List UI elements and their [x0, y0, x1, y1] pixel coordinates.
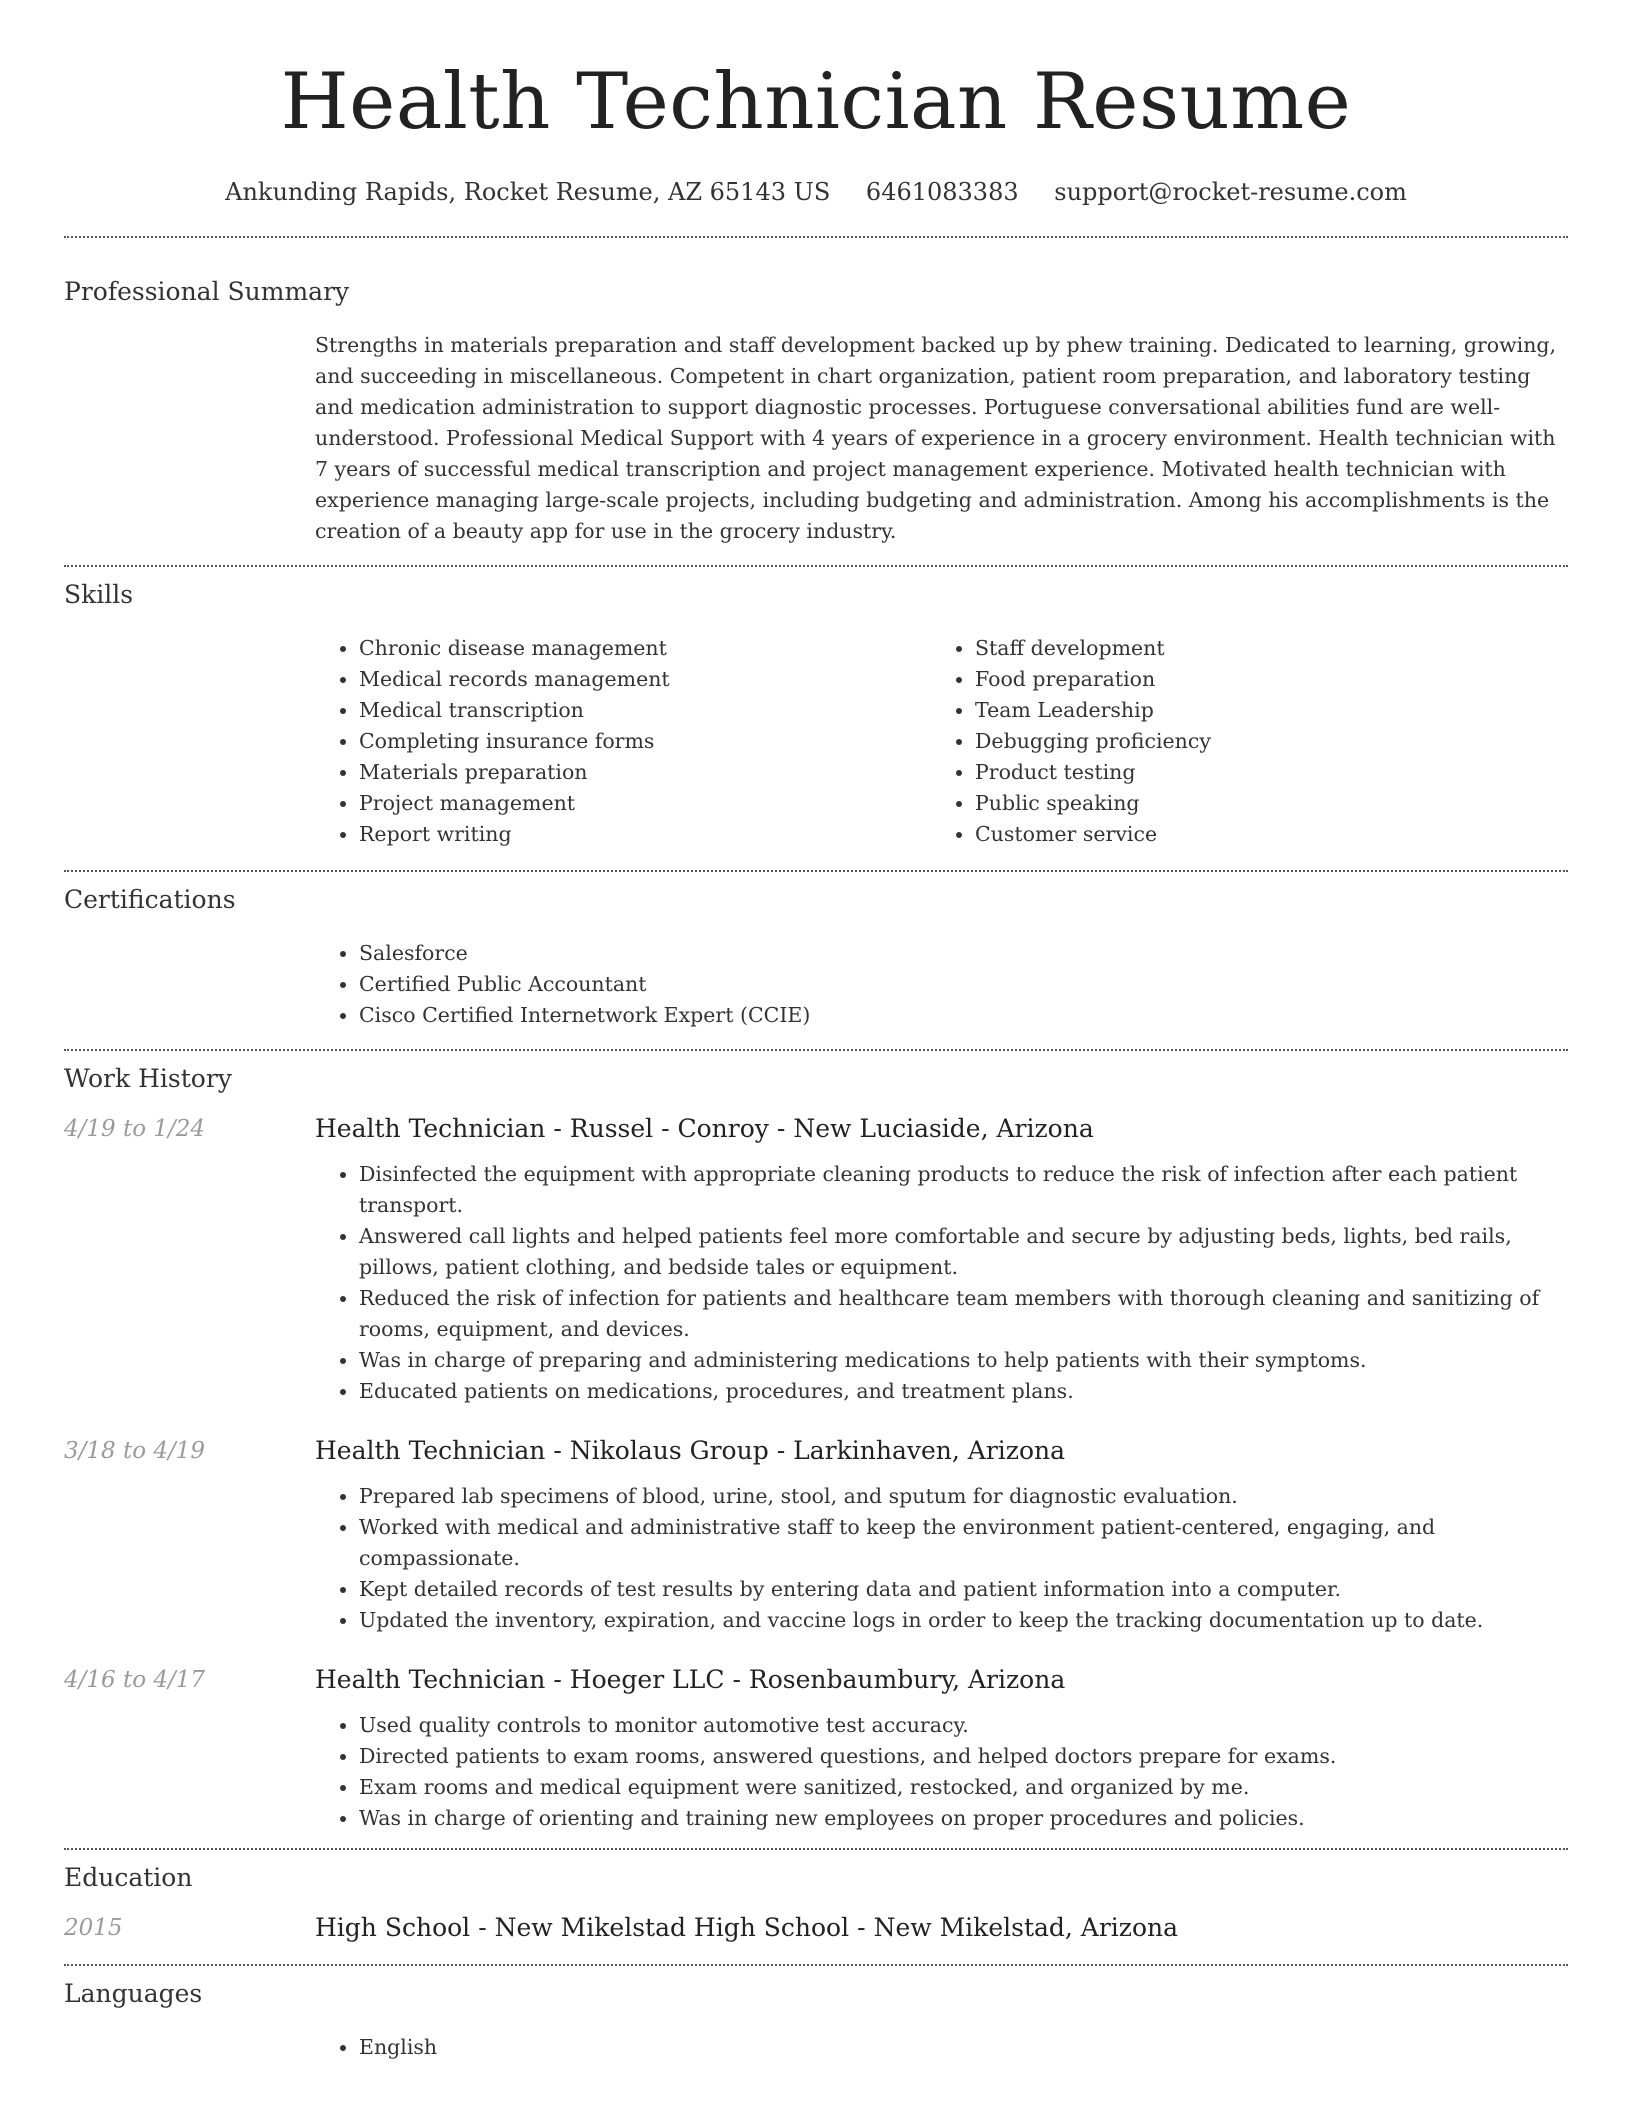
- job-title: [315, 1433, 1568, 1469]
- job-entry: [64, 1662, 1568, 1834]
- list-item: • Debugging proficiency: [975, 726, 1568, 757]
- job-company: Russel - Conroy: [569, 1114, 769, 1143]
- contact-phone: 6461083383: [865, 178, 1019, 206]
- skills-list-left: [315, 633, 931, 850]
- education-entry: [64, 1910, 1568, 1964]
- list-item: • Medical records management: [359, 664, 931, 695]
- contact-address: Ankunding Rapids, Rocket Resume, AZ 65143 US: [225, 178, 831, 206]
- job-dates: 4/19 to 1/24: [64, 1116, 206, 1142]
- skills-heading: Skills: [64, 580, 134, 609]
- languages-heading: Languages: [64, 1979, 203, 2008]
- list-item: • Product testing: [975, 757, 1568, 788]
- list-item: • Certified Public Accountant: [359, 969, 1568, 1000]
- list-item: • Directed patients to exam rooms, answered questions, and helped doctors prepare for exams.: [359, 1741, 1568, 1772]
- list-item: • Answered call lights and helped patients feel more comfortable and secure by adjusting beds, lights, bed rails, pillows, patient clothing, and bedside tales or equipment.: [359, 1221, 1568, 1283]
- education-school: New Mikelstad High School: [494, 1913, 850, 1942]
- list-item: • Public speaking: [975, 788, 1568, 819]
- skills-section: [64, 567, 1568, 870]
- skills-list-right: [931, 633, 1568, 850]
- education-title: [315, 1910, 1568, 1946]
- list-item: • Was in charge of preparing and administering medications to help patients with their symptoms.: [359, 1345, 1568, 1376]
- list-item: • Updated the inventory, expiration, and vaccine logs in order to keep the tracking documentation up to date.: [359, 1605, 1568, 1636]
- job-title: [315, 1662, 1568, 1698]
- list-item: • Staff development: [975, 633, 1568, 664]
- list-item: • Reduced the risk of infection for patients and healthcare team members with thorough cleaning and sanitizing of rooms, equipment, and devices.: [359, 1283, 1568, 1345]
- work-history-heading: Work History: [64, 1064, 232, 1093]
- job-bullets: [315, 1159, 1568, 1407]
- education-degree: High School: [315, 1913, 471, 1942]
- list-item: • Educated patients on medications, procedures, and treatment plans.: [359, 1376, 1568, 1407]
- job-company: Hoeger LLC: [569, 1665, 725, 1694]
- languages-section: [64, 1966, 1568, 2073]
- education-heading: Education: [64, 1863, 193, 1892]
- list-item: • Disinfected the equipment with appropriate cleaning products to reduce the risk of infection after each patient transport.: [359, 1159, 1568, 1221]
- title-separator: -: [776, 1436, 786, 1465]
- summary-text: Strengths in materials preparation and staff development backed up by phew training. Dedicated to learning, growing, and succeeding in miscellaneous. Competent in chart organization, patient room preparation, and laboratory testing and medication administration to support diagnostic processes. Portuguese conversational abilities fund are well-understood. Professional Medical Support with 4 years of experience in a grocery environment. Health technician with 7 years of successful medical transcription and project management experience. Motivated health technician with experience managing large-scale projects, including budgeting and administration. Among his accomplishments is the creation of a beauty app for use in the grocery industry.: [315, 333, 1557, 543]
- job-bullets: [315, 1710, 1568, 1834]
- job-role: Health Technician: [315, 1436, 546, 1465]
- title-separator: -: [857, 1913, 866, 1942]
- title-separator: -: [553, 1436, 562, 1465]
- education-section: [64, 1850, 1568, 1964]
- list-item: • Materials preparation: [359, 757, 931, 788]
- title-separator: -: [553, 1665, 562, 1694]
- list-item: • Worked with medical and administrative staff to keep the environment patient-centered, engaging, and compassionate.: [359, 1512, 1568, 1574]
- list-item: • Was in charge of orienting and training new employees on proper procedures and policies.: [359, 1803, 1568, 1834]
- certifications-list: [315, 938, 1568, 1031]
- job-dates: 3/18 to 4/19: [64, 1438, 206, 1464]
- job-company: Nikolaus Group: [569, 1436, 769, 1465]
- certifications-section: [64, 872, 1568, 1049]
- job-role: Health Technician: [315, 1114, 546, 1143]
- list-item: • Report writing: [359, 819, 931, 850]
- job-location: Larkinhaven, Arizona: [793, 1436, 1066, 1465]
- list-item: • Food preparation: [975, 664, 1568, 695]
- job-entry: [64, 1433, 1568, 1636]
- list-item: • Chronic disease management: [359, 633, 931, 664]
- work-history-section: [64, 1051, 1568, 1834]
- title-separator: -: [732, 1665, 741, 1694]
- list-item: • Project management: [359, 788, 931, 819]
- job-dates: 4/16 to 4/17: [64, 1667, 206, 1693]
- list-item: • English: [359, 2032, 1568, 2063]
- list-item: • Salesforce: [359, 938, 1568, 969]
- job-bullets: [315, 1481, 1568, 1636]
- certifications-heading: Certifications: [64, 885, 236, 914]
- contact-info: [64, 172, 1568, 212]
- job-role: Health Technician: [315, 1665, 546, 1694]
- list-item: • Cisco Certified Internetwork Expert (CCIE): [359, 1000, 1568, 1031]
- job-entry: [64, 1111, 1568, 1407]
- list-item: • Completing insurance forms: [359, 726, 931, 757]
- title-separator: -: [776, 1114, 786, 1143]
- title-separator: -: [478, 1913, 487, 1942]
- job-title: [315, 1111, 1568, 1147]
- job-location: New Luciaside, Arizona: [793, 1114, 1094, 1143]
- resume-title: Health Technician Resume: [280, 57, 1352, 147]
- languages-list: [315, 2032, 1568, 2063]
- education-location: New Mikelstad, Arizona: [873, 1913, 1179, 1942]
- list-item: • Medical transcription: [359, 695, 931, 726]
- list-item: • Exam rooms and medical equipment were sanitized, restocked, and organized by me.: [359, 1772, 1568, 1803]
- job-location: Rosenbaumbury, Arizona: [748, 1665, 1066, 1694]
- summary-heading: Professional Summary: [64, 277, 350, 306]
- list-item: • Team Leadership: [975, 695, 1568, 726]
- contact-email: support@rocket-resume.com: [1054, 178, 1407, 206]
- list-item: • Prepared lab specimens of blood, urine, stool, and sputum for diagnostic evaluation.: [359, 1481, 1568, 1512]
- list-item: • Kept detailed records of test results by entering data and patient information into a computer.: [359, 1574, 1568, 1605]
- list-item: • Customer service: [975, 819, 1568, 850]
- list-item: • Used quality controls to monitor automotive test accuracy.: [359, 1710, 1568, 1741]
- education-year: 2015: [64, 1915, 123, 1941]
- summary-section: [64, 238, 1568, 565]
- title-separator: -: [553, 1114, 562, 1143]
